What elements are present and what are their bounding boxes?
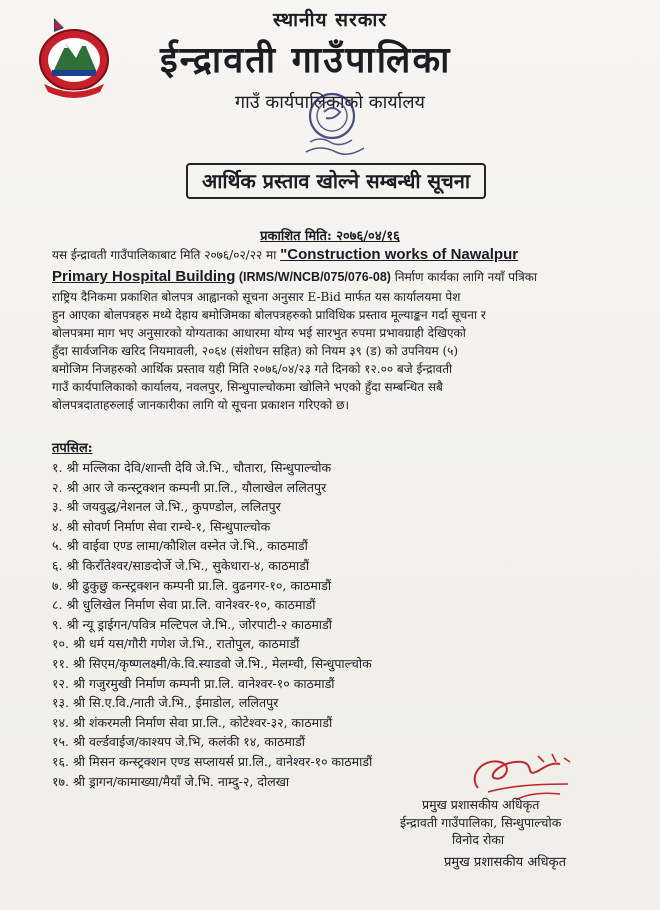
list-item: १६. श्री मिसन कन्स्ट्रक्शन एण्ड सप्लायर्स प्रा.लि., वानेश्वर-१० काठमाडौं bbox=[52, 753, 373, 769]
body-line: हुन आएका बोलपत्रहरु मध्ये देहाय बमोजिमका बोलपत्रहरुको प्राविधिक प्रस्ताव मूल्याङ्कन गर्दा सूचना र bbox=[52, 308, 486, 322]
tender-reference: (IRMS/W/NCB/075/076-08) bbox=[235, 270, 391, 284]
published-date: प्रकाशित मिति: २०७६/०४/१६ bbox=[260, 229, 400, 244]
body-line: गाउँ कार्यपालिकाको कार्यालय, नवलपुर, सिन्धुपाल्चोकमा खोलिने भएको हुँदा सम्बन्धित सबै bbox=[52, 380, 443, 394]
body-line bbox=[52, 244, 622, 266]
list-item: ५. श्री वाईवा एण्ड लामा/कौशिल वस्नेत जे.भि., काठमाडौं bbox=[52, 538, 308, 554]
project-name-part1: "Construction works of Nawalpur bbox=[280, 246, 519, 263]
office-round-stamp-icon bbox=[290, 86, 386, 166]
notice-body bbox=[52, 244, 622, 414]
list-item: १०. श्री धर्म यस/गौरी गणेश जे.भि., रातोपुल, काठमाडौं bbox=[52, 636, 300, 652]
body-line: हुँदा सार्वजनिक खरिद नियमावली, २०६४ (संशोधन सहित) को नियम ३९ (ड) को उपनियम (५) bbox=[52, 344, 459, 358]
project-name-part2: Primary Hospital Building bbox=[52, 268, 236, 285]
list-item: १५. श्री वर्ल्डवाईज/काश्यप जे.भि, कलंकी १४, काठमाडौं bbox=[52, 734, 305, 750]
list-heading: तपसिल: bbox=[52, 441, 93, 456]
body-line: बोलपत्रदाताहरुलाई जानकारीका लागि यो सूचना प्रकाशन गरिएको छ। bbox=[52, 398, 350, 412]
list-item: १. श्री मल्लिका देवि/शान्ती देवि जे.भि., चौतारा, सिन्धुपाल्चोक bbox=[52, 460, 332, 475]
body-line: बमोजिम निजहरुको आर्थिक प्रस्ताव यही मिति २०७६/०४/२३ गते दिनको १२.०० बजे ईन्द्रावती bbox=[52, 362, 453, 376]
list-item: ८. श्री धुलिखेल निर्माण सेवा प्रा.लि. वानेश्वर-१०, काठमाडौं bbox=[52, 597, 316, 613]
list-item: ३. श्री जयवुद्ध/नेशनल जे.भि., कुपण्डोल, ललितपुर bbox=[52, 499, 281, 515]
list-item: ६. श्री किराँतेश्वर/साङदोर्जे जे.भि., सुकेधारा-४, काठमाडौं bbox=[52, 557, 310, 573]
signatory-title: प्रमुख प्रशासकीय अधिकृत bbox=[422, 797, 540, 812]
body-line: राष्ट्रिय दैनिकमा प्रकाशित बोलपत्र आह्वानको सूचना अनुसार E-Bid मार्फत यस कार्यालयमा पेश bbox=[52, 290, 461, 304]
signatory-name: विनोद रोका bbox=[452, 832, 505, 847]
notice-title: आर्थिक प्रस्ताव खोल्ने सम्बन्धी सूचना bbox=[186, 163, 486, 199]
list-item: ९. श्री न्यू ड्राईगन/पवित्र मल्टिपल जे.भि., जोरपाटी-२ काठमाडौं bbox=[52, 616, 332, 632]
list-item: ४. श्री सोवर्ण निर्माण सेवा राम्चे-१, सिन्धुपाल्चोक bbox=[52, 518, 271, 534]
list-item: ७. श्री ढुकुछु कन्स्ट्रक्शन कम्पनी प्रा.लि. वुढनगर-१०, काठमाडौं bbox=[52, 577, 332, 593]
header-subtitle: स्थानीय सरकार bbox=[272, 9, 388, 31]
body-continuation-text: निर्माण कार्यका लागि नयाँ पत्रिका bbox=[390, 270, 538, 284]
signatory-designation: प्रमुख प्रशासकीय अधिकृत bbox=[444, 855, 567, 870]
body-line bbox=[52, 266, 622, 288]
list-item: १३. श्री सि.ए.वि./नाती जे.भि., ईमाडोल, ललितपुर bbox=[52, 695, 279, 711]
body-line: बोलपत्रमा माग भए अनुसारको योग्यताका आधारमा योग्य भई सारभुत रुपमा प्रभावग्राही देखिएको bbox=[52, 326, 466, 340]
list-item: ११. श्री सिएम/कृष्णलक्ष्मी/के.वि.स्याडवो जे.भि., मेलम्ची, सिन्धुपाल्चोक bbox=[52, 655, 372, 671]
list-item: १४. श्री शंकरमली निर्माण सेवा प्रा.लि., कोटेश्वर-३२, काठमाडौं bbox=[52, 714, 333, 730]
list-item: २. श्री आर जे कन्स्ट्रक्शन कम्पनी प्रा.लि., यौलाखेल ललितपुर bbox=[52, 479, 327, 495]
list-item: १२. श्री गजुरमुखी निर्माण कम्पनी प्रा.लि. वानेश्वर-१० काठमाडौं bbox=[52, 675, 335, 691]
list-item: १७. श्री ड्रागन/कामाख्या/मैयाँ जे.भि. नाम्दु-२, दोलखा bbox=[52, 773, 290, 789]
office-name: गाउँ कार्यपालिकाको कार्यालय bbox=[235, 92, 425, 113]
bidder-list bbox=[52, 458, 492, 791]
signatory-office: ईन्द्रावती गाउँपालिका, सिन्धुपाल्चोक bbox=[400, 815, 562, 830]
municipality-title: ईन्द्रावती गाउँपालिका bbox=[160, 39, 452, 81]
body-intro-text: यस ईन्द्रावती गाउँपालिकाबाट मिति २०७६/०२/२२ मा bbox=[52, 248, 281, 262]
